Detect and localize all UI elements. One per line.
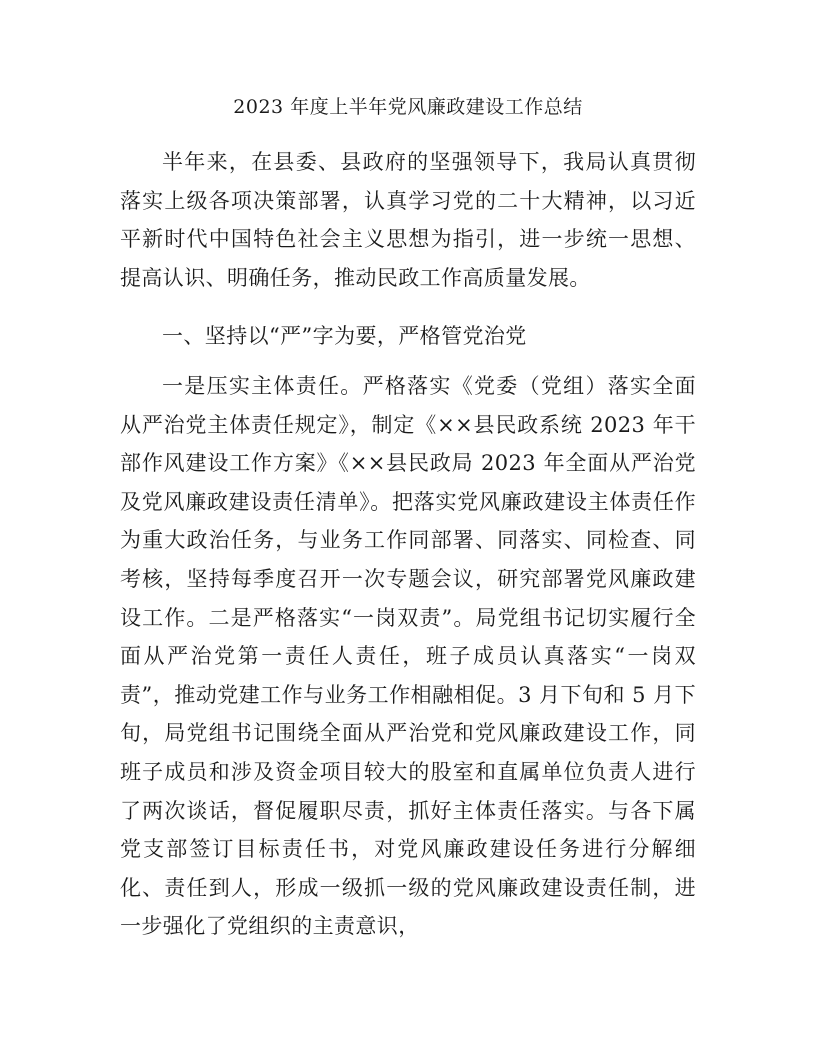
body-paragraph: 一是压实主体责任。严格落实《党委（党组）落实全面从严治党主体责任规定》，制定《××县民政系统 2023 年干部作风建设工作方案》《××县民政局 2023 年全面从严治党及党风廉政建设责任清单》。把落实党风廉政建设主体责任作为重大政治任务，与业务工作同部署、同落实、同检查、同考核，坚持每季度召开一次专题会议，研究部署党风廉政建设工作。二是严格落实“一岗双责”。局党组书记切实履行全面从严治党第一责任人责任，班子成员认真落实“一岗双责”，推动党建工作与业务工作相融相促。3 月下旬和 5 月下旬，局党组书记围绕全面从严治党和党风廉政建设工作，同班子成员和涉及资金项目较大的股室和直属单位负责人进行了两次谈话，督促履职尽责，抓好主体责任落实。与各下属党支部签订目标责任书，对党风廉政建设任务进行分解细化、责任到人，形成一级抓一级的党风廉政建设责任制，进一步强化了党组织的主责意识， bbox=[120, 374, 696, 939]
document-title: 2023 年度上半年党风廉政建设工作总结 bbox=[233, 96, 583, 118]
section-heading: 一、坚持以“严”字为要，严格管党治党 bbox=[162, 324, 527, 348]
intro-paragraph: 半年来，在县委、县政府的坚强领导下，我局认真贯彻落实上级各项决策部署，认真学习党的二十大精神，以习近平新时代中国特色社会主义思想为指引，进一步统一思想、提高认识、明确任务，推动民政工作高质量发展。 bbox=[120, 150, 696, 290]
